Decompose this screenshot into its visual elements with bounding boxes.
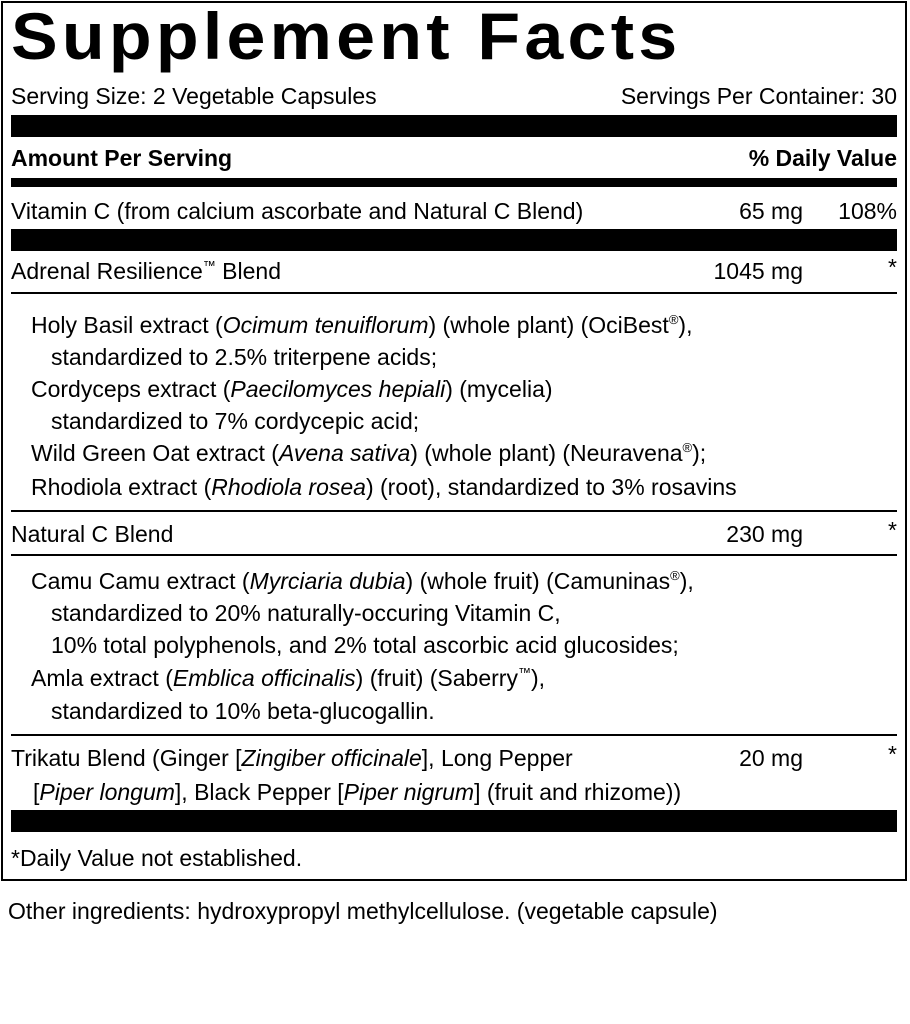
ingredient-amla: Amla extract (Emblica officinalis) (fruit) (Saberry™), [31, 665, 546, 691]
natural-c-blend-amount: 230 mg [726, 521, 803, 547]
thick-divider [11, 229, 897, 251]
adrenal-blend-dv: * [888, 254, 897, 280]
ingredient-amla-std: standardized to 10% beta-glucogallin. [51, 698, 435, 724]
ingredient-cordyceps: Cordyceps extract (Paecilomyces hepiali) (mycelia) [31, 376, 553, 402]
vitamin-c-amount: 65 mg [739, 198, 803, 224]
trikatu-blend-name-cont: [Piper longum], Black Pepper [Piper nigrum] (fruit and rhizome)) [33, 779, 682, 805]
medium-divider [11, 178, 897, 187]
other-ingredients: Other ingredients: hydroxypropyl methylcellulose. (vegetable capsule) [8, 898, 718, 924]
supplement-facts-panel [1, 1, 907, 881]
thick-divider [11, 115, 897, 137]
row-divider [11, 554, 897, 556]
ingredient-holy-basil-std: standardized to 2.5% triterpene acids; [51, 344, 438, 370]
ingredient-camu-camu-std2: 10% total polyphenols, and 2% total ascorbic acid glucosides; [51, 632, 679, 658]
adrenal-blend-amount: 1045 mg [713, 258, 803, 284]
vitamin-c-name: Vitamin C (from calcium ascorbate and Natural C Blend) [11, 198, 584, 224]
servings-per-container: Servings Per Container: 30 [620, 83, 897, 109]
trikatu-blend-name: Trikatu Blend (Ginger [Zingiber officinale], Long Pepper [11, 745, 573, 771]
vitamin-c-dv: 108% [838, 198, 897, 224]
ingredient-wild-green-oat: Wild Green Oat extract (Avena sativa) (whole plant) (Neuravena®); [31, 440, 707, 466]
ingredient-camu-camu: Camu Camu extract (Myrciaria dubia) (whole fruit) (Camuninas®), [31, 568, 694, 594]
ingredient-rhodiola: Rhodiola extract (Rhodiola rosea) (root), standardized to 3% rosavins [31, 474, 737, 500]
daily-value-header: % Daily Value [748, 145, 897, 171]
trikatu-blend-dv: * [888, 741, 897, 767]
adrenal-blend-name: Adrenal Resilience™ Blend [11, 258, 281, 284]
thick-divider [11, 810, 897, 832]
natural-c-blend-dv: * [888, 517, 897, 543]
row-divider [11, 510, 897, 512]
row-divider [11, 292, 897, 294]
ingredient-holy-basil: Holy Basil extract (Ocimum tenuiflorum) (whole plant) (OciBest®), [31, 312, 693, 338]
natural-c-blend-name: Natural C Blend [11, 521, 174, 547]
ingredient-cordyceps-std: standardized to 7% cordycepic acid; [51, 408, 420, 434]
panel-title: Supplement Facts [11, 0, 682, 73]
footnote: *Daily Value not established. [11, 845, 303, 871]
row-divider [11, 734, 897, 736]
ingredient-camu-camu-std: standardized to 20% naturally-occuring Vitamin C, [51, 600, 561, 626]
serving-size: Serving Size: 2 Vegetable Capsules [11, 83, 377, 109]
amount-per-serving-header: Amount Per Serving [11, 145, 233, 171]
trikatu-blend-amount: 20 mg [739, 745, 803, 771]
